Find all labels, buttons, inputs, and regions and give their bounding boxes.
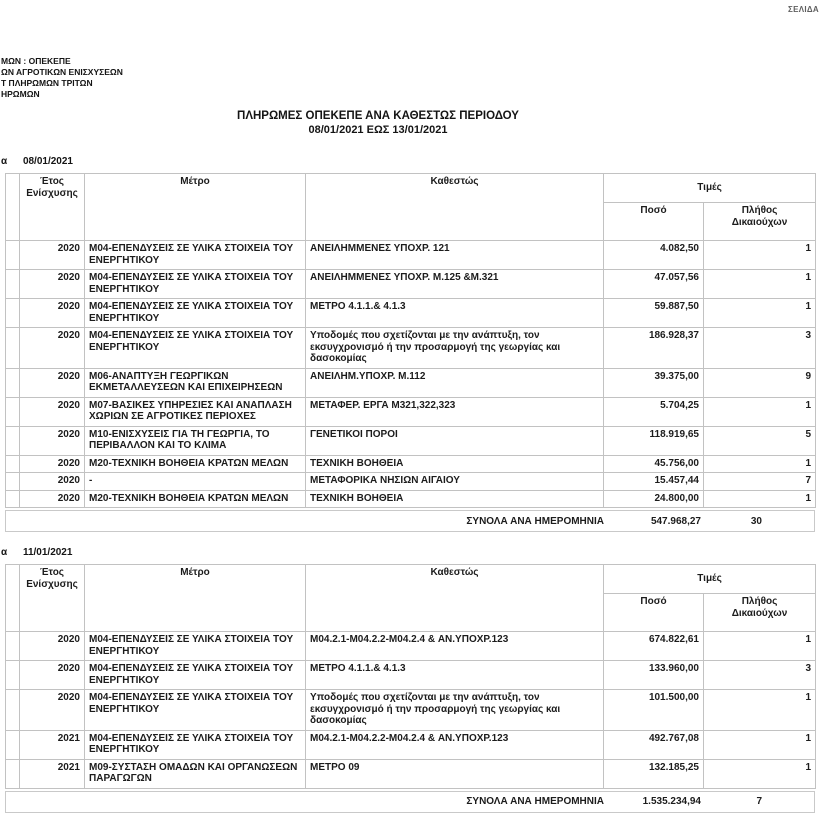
payments-table: [5, 173, 816, 508]
org-header-line: ΩΝ ΑΓΡΟΤΙΚΩΝ ΕΝΙΣΧΥΣΕΩΝ: [1, 67, 123, 77]
totals-row: [5, 510, 815, 532]
cell-amount: 59.887,50: [604, 299, 704, 328]
cell-measure: -: [85, 473, 306, 491]
cell-regime: ΑΝΕΙΛΗΜΜΕΝΕΣ ΥΠΟΧΡ. Μ.125 &Μ.321: [306, 270, 604, 299]
col-count: [704, 594, 816, 632]
table-header: [6, 565, 816, 632]
cell-count: 1: [704, 632, 816, 661]
cell-measure: M20-ΤΕΧΝΙΚΗ ΒΟΗΘΕΙΑ ΚΡΑΤΩΝ ΜΕΛΩΝ: [85, 455, 306, 473]
cell-regime: ΜΕΤΑΦΕΡ. ΕΡΓΑ Μ321,322,323: [306, 397, 604, 426]
cell-count: 1: [704, 490, 816, 508]
table-row: [6, 632, 816, 661]
cell-year: 2020: [20, 490, 85, 508]
table-row: [6, 455, 816, 473]
report-header: [0, 109, 756, 137]
table-row: [6, 730, 816, 759]
table-body: [6, 241, 816, 508]
cell-measure: M04-ΕΠΕΝΔΥΣΕΙΣ ΣΕ ΥΛΙΚΑ ΣΤΟΙΧΕΙΑ ΤΟΥ ΕΝΕΡΓΗΤΙΚΟΥ: [85, 241, 306, 270]
cell-amount: 101.500,00: [604, 690, 704, 731]
cell-count: 3: [704, 661, 816, 690]
cell-measure: M04-ΕΠΕΝΔΥΣΕΙΣ ΣΕ ΥΛΙΚΑ ΣΤΟΙΧΕΙΑ ΤΟΥ ΕΝΕΡΓΗΤΙΚΟΥ: [85, 730, 306, 759]
cell-year: 2020: [20, 632, 85, 661]
cell-measure: M20-ΤΕΧΝΙΚΗ ΒΟΗΘΕΙΑ ΚΡΑΤΩΝ ΜΕΛΩΝ: [85, 490, 306, 508]
cell-cut: [6, 661, 20, 690]
cell-count: 1: [704, 397, 816, 426]
cell-year: 2020: [20, 455, 85, 473]
cell-year: 2020: [20, 397, 85, 426]
section-date-line: [1, 156, 820, 169]
table-row: [6, 759, 816, 788]
cell-count: 3: [704, 328, 816, 369]
totals-amount: 1.535.234,94: [642, 796, 701, 807]
cell-cut: [6, 632, 20, 661]
cell-year: 2020: [20, 270, 85, 299]
col-count: [704, 203, 816, 241]
table-row: [6, 397, 816, 426]
cell-amount: 45.756,00: [604, 455, 704, 473]
table-row: [6, 299, 816, 328]
cell-cut: [6, 299, 20, 328]
cell-year: 2021: [20, 759, 85, 788]
cell-amount: 674.822,61: [604, 632, 704, 661]
table-row: [6, 490, 816, 508]
cell-cut: [6, 490, 20, 508]
cell-measure: M04-ΕΠΕΝΔΥΣΕΙΣ ΣΕ ΥΛΙΚΑ ΣΤΟΙΧΕΙΑ ΤΟΥ ΕΝΕΡΓΗΤΙΚΟΥ: [85, 299, 306, 328]
col-regime: Καθεστώς: [306, 174, 604, 241]
cell-measure: M04-ΕΠΕΝΔΥΣΕΙΣ ΣΕ ΥΛΙΚΑ ΣΤΟΙΧΕΙΑ ΤΟΥ ΕΝΕΡΓΗΤΙΚΟΥ: [85, 661, 306, 690]
cell-regime: Υποδομές που σχετίζονται με την ανάπτυξη, τον εκσυγχρονισμό ή την προσαρμογή της γεωργίας και δασοκομίας: [306, 328, 604, 369]
col-measure: Μέτρο: [85, 565, 306, 632]
cell-measure: M10-ΕΝΙΣΧΥΣΕΙΣ ΓΙΑ ΤΗ ΓΕΩΡΓΙΑ, ΤΟ ΠΕΡΙΒΑΛΛΟΝ ΚΑΙ ΤΟ ΚΛΙΜΑ: [85, 426, 306, 455]
cell-measure: M04-ΕΠΕΝΔΥΣΕΙΣ ΣΕ ΥΛΙΚΑ ΣΤΟΙΧΕΙΑ ΤΟΥ ΕΝΕΡΓΗΤΙΚΟΥ: [85, 328, 306, 369]
org-header-line: Τ ΠΛΗΡΩΜΩΝ ΤΡΙΤΩΝ: [1, 78, 93, 88]
cell-year: 2020: [20, 426, 85, 455]
section-date: 08/01/2021: [22, 156, 73, 167]
cell-measure: M04-ΕΠΕΝΔΥΣΕΙΣ ΣΕ ΥΛΙΚΑ ΣΤΟΙΧΕΙΑ ΤΟΥ ΕΝΕΡΓΗΤΙΚΟΥ: [85, 270, 306, 299]
cell-regime: M04.2.1-M04.2.2-M04.2.4 & ΑΝ.ΥΠΟΧΡ.123: [306, 632, 604, 661]
col-cut: [6, 565, 20, 632]
report-title: ΠΛΗΡΩΜΕΣ ΟΠΕΚΕΠΕ ΑΝΑ ΚΑΘΕΣΤΩΣ ΠΕΡΙΟΔΟΥ: [237, 110, 519, 122]
cell-year: 2020: [20, 473, 85, 491]
cell-count: 9: [704, 368, 816, 397]
cell-measure: M09-ΣΥΣΤΑΣΗ ΟΜΑΔΩΝ ΚΑΙ ΟΡΓΑΝΩΣΕΩΝ ΠΑΡΑΓΩΓΩΝ: [85, 759, 306, 788]
cell-measure: M07-ΒΑΣΙΚΕΣ ΥΠΗΡΕΣΙΕΣ ΚΑΙ ΑΝΑΠΛΑΣΗ ΧΩΡΙΩΝ ΣΕ ΑΓΡΟΤΙΚΕΣ ΠΕΡΙΟΧΕΣ: [85, 397, 306, 426]
table-row: [6, 241, 816, 270]
cell-regime: ΜΕΤΑΦΟΡΙΚΑ ΝΗΣΙΩΝ ΑΙΓΑΙΟΥ: [306, 473, 604, 491]
cell-regime: ΓΕΝΕΤΙΚΟΙ ΠΟΡΟΙ: [306, 426, 604, 455]
cell-amount: 5.704,25: [604, 397, 704, 426]
cell-amount: 133.960,00: [604, 661, 704, 690]
cell-regime: ΑΝΕΙΛΗΜΜΕΝΕΣ ΥΠΟΧΡ. 121: [306, 241, 604, 270]
totals-label: ΣΥΝΟΛΑ ΑΝΑ ΗΜΕΡΟΜΗΝΙΑ: [466, 515, 604, 527]
cell-regime: Υποδομές που σχετίζονται με την ανάπτυξη, τον εκσυγχρονισμό ή την προσαρμογή της γεωργίας και δασοκομίας: [306, 690, 604, 731]
col-amount: Ποσό: [604, 203, 704, 241]
cell-cut: [6, 759, 20, 788]
org-header-line: ΗΡΩΜΩΝ: [1, 89, 40, 99]
cell-measure: M06-ΑΝΑΠΤΥΞΗ ΓΕΩΡΓΙΚΩΝ ΕΚΜΕΤΑΛΛΕΥΣΕΩΝ ΚΑΙ ΕΠΙΧΕΙΡΗΣΕΩΝ: [85, 368, 306, 397]
date-label-fragment: α: [1, 156, 8, 167]
page-number-label: ΣΕΛΙΔΑ: [787, 5, 819, 14]
cell-year: 2020: [20, 661, 85, 690]
col-year: Έτος Ενίσχυσης: [20, 174, 85, 241]
cell-amount: 118.919,65: [604, 426, 704, 455]
cell-cut: [6, 397, 20, 426]
cell-cut: [6, 455, 20, 473]
report-period: 08/01/2021 ΕΩΣ 13/01/2021: [308, 124, 448, 136]
cell-count: 1: [704, 759, 816, 788]
table-row: [6, 661, 816, 690]
col-cut: [6, 174, 20, 241]
cell-amount: 492.767,08: [604, 730, 704, 759]
totals-amount: 547.968,27: [650, 515, 701, 527]
cell-measure: M04-ΕΠΕΝΔΥΣΕΙΣ ΣΕ ΥΛΙΚΑ ΣΤΟΙΧΕΙΑ ΤΟΥ ΕΝΕΡΓΗΤΙΚΟΥ: [85, 690, 306, 731]
col-values: Τιμές: [604, 565, 816, 594]
table-row: [6, 473, 816, 491]
col-regime: Καθεστώς: [306, 565, 604, 632]
cell-regime: ΤΕΧΝΙΚΗ ΒΟΗΘΕΙΑ: [306, 490, 604, 508]
cell-measure: M04-ΕΠΕΝΔΥΣΕΙΣ ΣΕ ΥΛΙΚΑ ΣΤΟΙΧΕΙΑ ΤΟΥ ΕΝΕΡΓΗΤΙΚΟΥ: [85, 632, 306, 661]
cell-count: 7: [704, 473, 816, 491]
cell-regime: ΜΕΤΡΟ 09: [306, 759, 604, 788]
cell-amount: 186.928,37: [604, 328, 704, 369]
cell-cut: [6, 426, 20, 455]
org-header-line: ΜΩΝ : ΟΠΕΚΕΠΕ: [1, 56, 71, 66]
col-count-label: Πλήθος Δικαιούχων: [731, 205, 788, 228]
cell-regime: ΤΕΧΝΙΚΗ ΒΟΗΘΕΙΑ: [306, 455, 604, 473]
org-header-block: [1, 56, 123, 100]
cell-amount: 39.375,00: [604, 368, 704, 397]
col-year: Έτος Ενίσχυσης: [20, 565, 85, 632]
cell-cut: [6, 241, 20, 270]
cell-count: 1: [704, 299, 816, 328]
date-label-fragment: α: [1, 547, 8, 558]
cell-count: 5: [704, 426, 816, 455]
cell-cut: [6, 368, 20, 397]
cell-amount: 4.082,50: [604, 241, 704, 270]
totals-label: ΣΥΝΟΛΑ ΑΝΑ ΗΜΕΡΟΜΗΝΙΑ: [466, 796, 604, 807]
cell-count: 1: [704, 241, 816, 270]
cell-year: 2020: [20, 690, 85, 731]
cell-count: 1: [704, 730, 816, 759]
cell-amount: 132.185,25: [604, 759, 704, 788]
cell-cut: [6, 270, 20, 299]
col-count-label: Πλήθος Δικαιούχων: [731, 596, 788, 619]
cell-count: 1: [704, 690, 816, 731]
cell-regime: M04.2.1-M04.2.2-M04.2.4 & ΑΝ.ΥΠΟΧΡ.123: [306, 730, 604, 759]
totals-count: 30: [750, 515, 762, 527]
col-measure: Μέτρο: [85, 174, 306, 241]
payments-table: [5, 564, 816, 789]
cell-year: 2020: [20, 299, 85, 328]
totals-row: [5, 791, 815, 813]
table-header: [6, 174, 816, 241]
cell-year: 2021: [20, 730, 85, 759]
cell-year: 2020: [20, 241, 85, 270]
cell-cut: [6, 473, 20, 491]
col-amount: Ποσό: [604, 594, 704, 632]
cell-regime: ΜΕΤΡΟ 4.1.1.& 4.1.3: [306, 661, 604, 690]
table-row: [6, 426, 816, 455]
col-values: Τιμές: [604, 174, 816, 203]
cell-cut: [6, 690, 20, 731]
table-row: [6, 368, 816, 397]
table-row: [6, 690, 816, 731]
table-body: [6, 632, 816, 789]
table-row: [6, 328, 816, 369]
section-date-line: [1, 547, 820, 560]
cell-amount: 47.057,56: [604, 270, 704, 299]
date-section: [0, 547, 820, 813]
cell-count: 1: [704, 455, 816, 473]
cell-amount: 15.457,44: [604, 473, 704, 491]
cell-regime: ΑΝΕΙΛΗΜ.ΥΠΟΧΡ. Μ.112: [306, 368, 604, 397]
cell-cut: [6, 730, 20, 759]
cell-year: 2020: [20, 328, 85, 369]
table-row: [6, 270, 816, 299]
section-date: 11/01/2021: [22, 547, 73, 558]
cell-count: 1: [704, 270, 816, 299]
cell-amount: 24.800,00: [604, 490, 704, 508]
cell-cut: [6, 328, 20, 369]
date-section: [0, 156, 820, 532]
report-sections: [0, 156, 820, 820]
totals-count: 7: [756, 796, 762, 807]
cell-regime: ΜΕΤΡΟ 4.1.1.& 4.1.3: [306, 299, 604, 328]
cell-year: 2020: [20, 368, 85, 397]
